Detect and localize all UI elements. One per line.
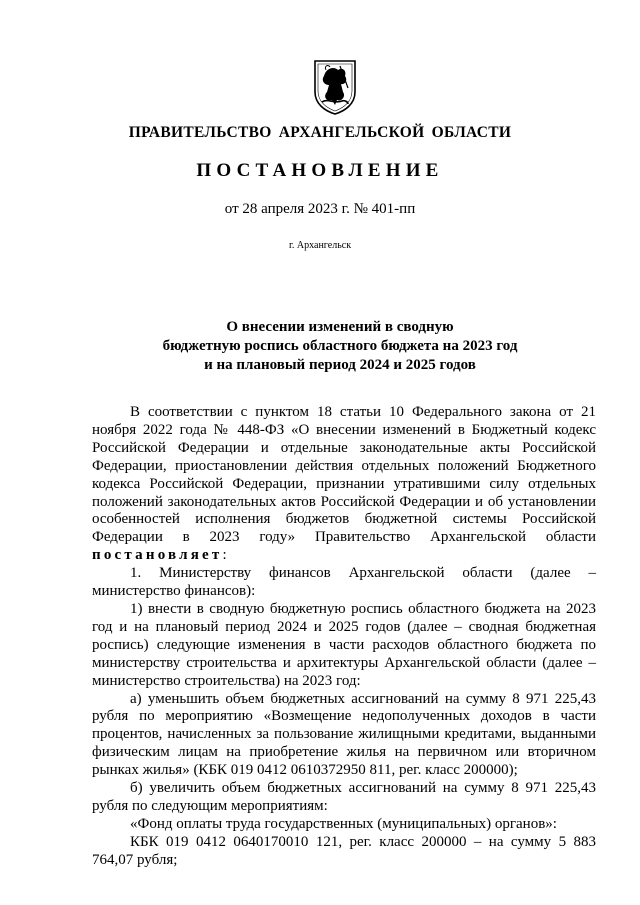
title-line: бюджетную роспись областного бюджета на 2023 год xyxy=(162,338,518,354)
preamble-text: В соответствии с пунктом 18 статьи 10 Федерального закона от 21 ноября 2022 года № 448-ФЗ «О внесении изменений в Бюджетный кодекс Российской Федерации и отдельные законодательные акты Российской Федерации, приостановлении действия отдельных положений Бюджетного кодекса Российской Федерации, признании утратившими силу отдельных положений законодательных актов Российской Федерации и об установлении особенностей исполнения бюджетов бюджетной системы Российской Федерации в 2023 году» Правительство Архангельской области xyxy=(92,404,596,546)
document-type: ПОСТАНОВЛЕНИЕ xyxy=(196,160,444,181)
document-body xyxy=(92,404,596,870)
document-title xyxy=(120,318,560,375)
document-city: г. Архангельск xyxy=(288,240,352,251)
title-line: и на плановый период 2024 и 2025 годов xyxy=(204,357,476,373)
kbk-line: КБК 019 0412 0640170010 121, рег. класс 200000 – на сумму 5 883 764,07 рубля; xyxy=(92,833,596,868)
title-line: О внесении изменений в сводную xyxy=(226,319,454,335)
fund-line: «Фонд оплаты труда государственных (муниципальных) органов»: xyxy=(130,815,557,832)
government-name: ПРАВИТЕЛЬСТВО АРХАНГЕЛЬСКОЙ ОБЛАСТИ xyxy=(128,124,512,141)
preamble-colon: : xyxy=(222,547,227,564)
item-a: а) уменьшить объем бюджетных ассигнований на сумму 8 971 225,43 рубля по мероприятию «Возмещение недополученных доходов в части процентов, начисленных за пользование жилищными кредитами, выданными физическим лицам на приобретение жилья на первичном или вторичном рынках жилья» (КБК 019 0412 0610372950 811, рег. класс 200000); xyxy=(92,690,596,779)
document-date-number: от 28 апреля 2023 г. № 401-пп xyxy=(224,201,416,217)
item-b: б) увеличить объем бюджетных ассигнований на сумму 8 971 225,43 рубля по следующим мероприятиям: xyxy=(92,780,596,814)
item-1-1: 1) внести в сводную бюджетную роспись областного бюджета на 2023 год и на плановый период 2024 и 2025 годов (далее – сводная бюджетная роспись) следующие изменения в части расходов областного бюджета по министерству строительства и архитектуры Архангельской области (далее – министерство строительства) на 2023 год: xyxy=(92,600,596,689)
item-1: 1. Министерству финансов Архангельской области (далее – министерство финансов): xyxy=(92,565,596,600)
preamble-paragraph xyxy=(92,404,596,565)
preamble-verb: постановляет xyxy=(92,547,223,564)
coat-of-arms-icon xyxy=(312,58,358,116)
